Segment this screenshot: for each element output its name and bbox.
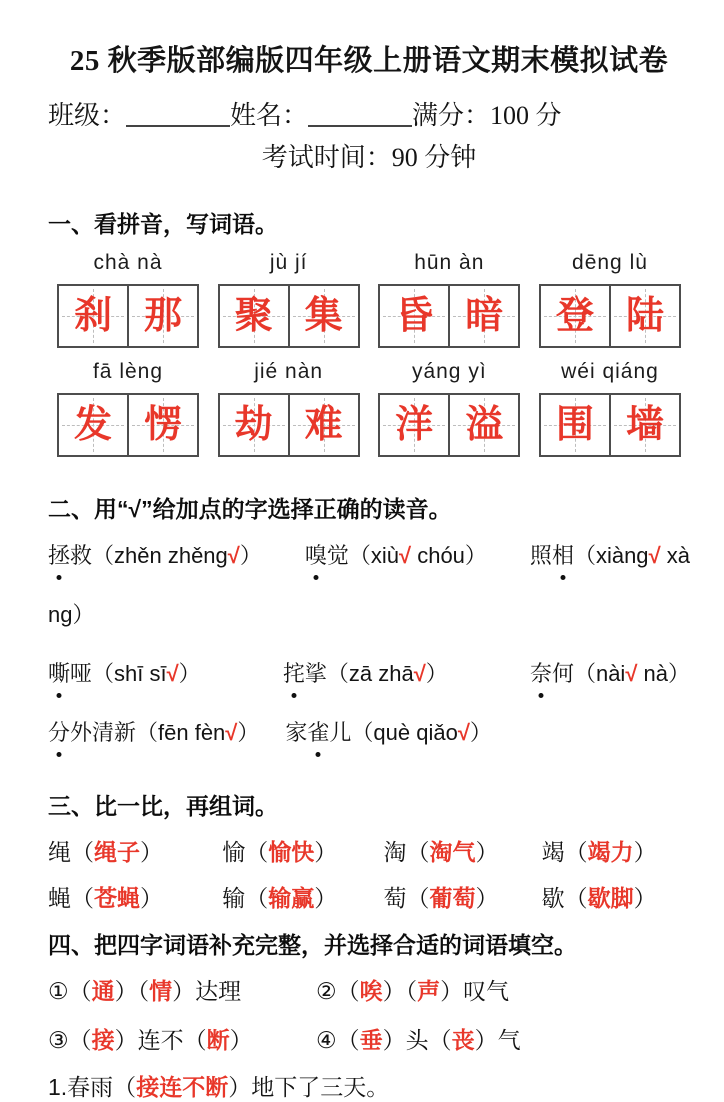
word-unit <box>54 251 202 348</box>
answer-box <box>57 393 199 457</box>
word-pair-row <box>48 880 690 913</box>
question-text: 相 <box>552 539 574 570</box>
word-pair-row <box>48 834 690 867</box>
answer-text: 声 <box>417 978 441 1004</box>
question-text: 照 <box>529 543 552 568</box>
question-text: ） <box>475 839 499 865</box>
answer-text: 输赢 <box>268 885 315 911</box>
question-text: 哑（shī sī <box>70 661 167 686</box>
answer-char: 溢 <box>465 404 504 446</box>
word-pair <box>384 834 542 867</box>
answer-char: 刹 <box>73 295 112 337</box>
name-blank[interactable] <box>308 101 412 127</box>
pronunciation-lines <box>48 539 690 760</box>
answer-text: 淘气 <box>429 839 476 865</box>
answer-box <box>378 284 520 348</box>
answer-box <box>57 284 199 348</box>
question-text: 萄（ <box>383 885 430 911</box>
question-text: ） <box>237 720 260 745</box>
answer-text: √ <box>457 720 470 745</box>
question-text: 绳（ <box>48 839 94 865</box>
word-pair <box>222 834 383 867</box>
answer-text: 绳子 <box>94 839 140 865</box>
answer-box <box>218 284 360 348</box>
reading-item <box>530 657 690 688</box>
reading-item <box>530 539 690 570</box>
question-text: 输（ <box>222 885 269 911</box>
fill-sentence <box>48 1069 690 1102</box>
answer-char: 难 <box>304 404 343 446</box>
exam-time-label: 考试时间：90 分钟 <box>261 143 477 172</box>
pinyin-label: jié nàn <box>254 360 324 383</box>
reading-item <box>48 716 259 747</box>
answer-box <box>539 284 681 348</box>
question-text: 歇（ <box>541 885 588 911</box>
pinyin-word-row <box>54 251 684 348</box>
question-text: 觉（xiù <box>326 543 400 568</box>
answer-text: √ <box>225 720 238 745</box>
word-unit <box>215 360 363 457</box>
section-word-pairs <box>48 788 690 913</box>
answer-char: 围 <box>555 404 594 446</box>
question-text: ） <box>633 885 657 911</box>
word-pair-rows <box>48 834 690 913</box>
question-text: ） <box>314 839 338 865</box>
question-text: ） <box>178 661 201 686</box>
question-text: 儿（què qiǎo <box>329 720 458 745</box>
question-text: ）叹气 <box>440 978 510 1004</box>
grid-cell <box>59 286 127 346</box>
answer-char: 聚 <box>234 295 273 337</box>
reading-item <box>48 539 262 570</box>
question-text: ）连不（ <box>114 1027 207 1053</box>
question-text: ） <box>140 839 163 865</box>
pinyin-label: yáng yì <box>411 360 487 383</box>
question-text: 嘶 <box>48 657 70 688</box>
question-text: 淘（ <box>383 839 430 865</box>
question-text: ）头（ <box>382 1027 452 1053</box>
idiom-grid <box>48 973 690 1055</box>
answer-box <box>218 393 360 457</box>
grid-cell <box>220 395 288 455</box>
question-text: 挓 <box>283 657 305 688</box>
answer-char: 洋 <box>395 404 434 446</box>
answer-text: 垂 <box>359 1027 383 1053</box>
grid-cell <box>541 286 609 346</box>
question-text: ng） <box>48 602 95 627</box>
answer-text: 丧 <box>451 1027 475 1053</box>
question-text: 雀 <box>307 716 329 747</box>
grid-cell <box>288 395 358 455</box>
reading-item <box>283 657 448 688</box>
answer-text: √ <box>227 543 240 568</box>
word-pair <box>48 880 222 913</box>
question-text: 嗅 <box>305 539 327 570</box>
question-text: 愉（ <box>222 839 269 865</box>
question-text: ） <box>469 720 492 745</box>
question-text: ） <box>633 839 657 865</box>
question-text: ）达理 <box>172 978 242 1004</box>
question-text: ） <box>140 885 163 911</box>
answer-text: 歇脚 <box>587 885 634 911</box>
grid-cell <box>380 286 448 346</box>
word-unit <box>375 360 523 457</box>
reading-line <box>48 716 690 760</box>
answer-char: 墙 <box>625 404 664 446</box>
answer-char: 昏 <box>395 295 434 337</box>
reading-line <box>48 598 690 642</box>
question-text: chóu） <box>411 543 487 568</box>
answer-text: 葡萄 <box>429 885 476 911</box>
answer-text: √ <box>399 543 412 568</box>
section-3-heading: 三、比一比，再组词。 <box>48 793 278 819</box>
answer-text: 愉快 <box>268 839 315 865</box>
name-label: 姓名： <box>230 101 309 130</box>
idiom-item <box>316 1022 690 1055</box>
answer-text: √ <box>166 661 179 686</box>
question-text: ③（ <box>48 1027 92 1053</box>
student-info-line <box>48 95 690 132</box>
question-text: ） <box>239 543 262 568</box>
pinyin-word-row <box>54 360 684 457</box>
score-label: 满分：100 分 <box>412 101 562 130</box>
reading-line <box>48 657 690 701</box>
word-unit <box>54 360 202 457</box>
answer-text: 竭力 <box>587 839 634 865</box>
question-text: 挲（zā zhā <box>304 661 414 686</box>
answer-text: 断 <box>206 1027 230 1053</box>
word-pair <box>384 880 542 913</box>
reading-item <box>48 598 94 629</box>
answer-char: 集 <box>304 295 343 337</box>
word-pair <box>542 834 690 867</box>
idiom-item <box>48 973 316 1006</box>
section-pinyin-words <box>48 206 690 457</box>
answer-char: 发 <box>73 404 112 446</box>
answer-char: 劫 <box>234 404 273 446</box>
question-text: nà） <box>637 661 690 686</box>
reading-item <box>285 716 492 747</box>
section-4-heading: 四、把四字词语补充完整，并选择合适的词语填空。 <box>48 932 577 958</box>
question-text: ②（ <box>316 978 360 1004</box>
word-pair <box>222 880 383 913</box>
question-text: 1.春雨（ <box>48 1074 137 1100</box>
section-pronunciation <box>48 491 690 760</box>
question-text: ）（ <box>382 978 418 1004</box>
grid-cell <box>127 395 197 455</box>
reading-item <box>48 657 201 688</box>
question-text: 外清新（fēn fèn <box>70 720 226 745</box>
answer-text: 接连不断 <box>136 1074 229 1100</box>
page-title: 25 秋季版部编版四年级上册语文期末模拟试卷 <box>69 45 669 77</box>
grid-cell <box>127 286 197 346</box>
question-text: ）（ <box>114 978 150 1004</box>
question-text: （xiàng <box>573 543 649 568</box>
pinyin-label: jù jí <box>269 251 308 274</box>
section-1-heading: 一、看拼音，写词语。 <box>48 211 278 237</box>
answer-text: 情 <box>149 978 173 1004</box>
answer-text: 接 <box>91 1027 115 1053</box>
grid-cell <box>609 286 679 346</box>
pinyin-label: hūn àn <box>414 251 485 274</box>
grid-cell <box>288 286 358 346</box>
question-text: 分 <box>48 716 70 747</box>
idiom-item <box>316 973 690 1006</box>
question-text: ） <box>425 661 448 686</box>
answer-box <box>378 393 520 457</box>
answer-char: 愣 <box>143 404 182 446</box>
section-2-heading: 二、用“√”给加点的字选择正确的读音。 <box>48 496 452 522</box>
pinyin-word-grid <box>48 251 690 457</box>
word-unit <box>536 360 684 457</box>
reading-line <box>48 539 690 583</box>
answer-text: 苍蝇 <box>94 885 140 911</box>
word-unit <box>375 251 523 348</box>
question-text: 救（zhěn zhěng <box>70 543 228 568</box>
question-text: ）地下了三天。 <box>228 1074 390 1100</box>
word-pair <box>542 880 690 913</box>
question-text: ） <box>229 1027 253 1053</box>
word-unit <box>536 251 684 348</box>
question-text: ④（ <box>316 1027 360 1053</box>
grid-cell <box>380 395 448 455</box>
pinyin-label: chà nà <box>93 251 163 274</box>
answer-text: √ <box>648 543 661 568</box>
question-text: ①（ <box>48 978 92 1004</box>
question-text: 拯 <box>48 539 70 570</box>
question-text: 奈 <box>530 657 552 688</box>
grid-cell <box>220 286 288 346</box>
grid-cell <box>59 395 127 455</box>
question-text: ） <box>475 885 499 911</box>
grid-cell <box>609 395 679 455</box>
class-label: 班级： <box>48 101 127 130</box>
grid-cell <box>448 395 518 455</box>
question-text: ）气 <box>474 1027 521 1053</box>
answer-char: 暗 <box>465 295 504 337</box>
idiom-item <box>48 1022 316 1055</box>
grid-cell <box>448 286 518 346</box>
section-idioms <box>48 927 690 1102</box>
answer-text: 通 <box>91 978 115 1004</box>
pinyin-label: dēng lù <box>572 251 648 274</box>
question-text: ） <box>314 885 338 911</box>
answer-char: 登 <box>555 295 594 337</box>
answer-text: √ <box>413 661 426 686</box>
answer-text: 唉 <box>359 978 383 1004</box>
pinyin-label: wéi qiáng <box>561 360 659 383</box>
grid-cell <box>541 395 609 455</box>
question-text: 蝇（ <box>48 885 94 911</box>
answer-box <box>539 393 681 457</box>
word-pair <box>48 834 222 867</box>
answer-char: 那 <box>143 295 182 337</box>
question-text: 何（nài <box>551 661 626 686</box>
pinyin-label: fā lèng <box>92 360 164 383</box>
question-text: xà <box>660 543 690 568</box>
reading-item <box>305 539 487 570</box>
question-text: 家 <box>285 720 308 745</box>
class-blank[interactable] <box>126 101 230 127</box>
answer-char: 陆 <box>625 295 664 337</box>
word-unit <box>215 251 363 348</box>
question-text: 竭（ <box>541 839 588 865</box>
answer-text: √ <box>625 661 638 686</box>
